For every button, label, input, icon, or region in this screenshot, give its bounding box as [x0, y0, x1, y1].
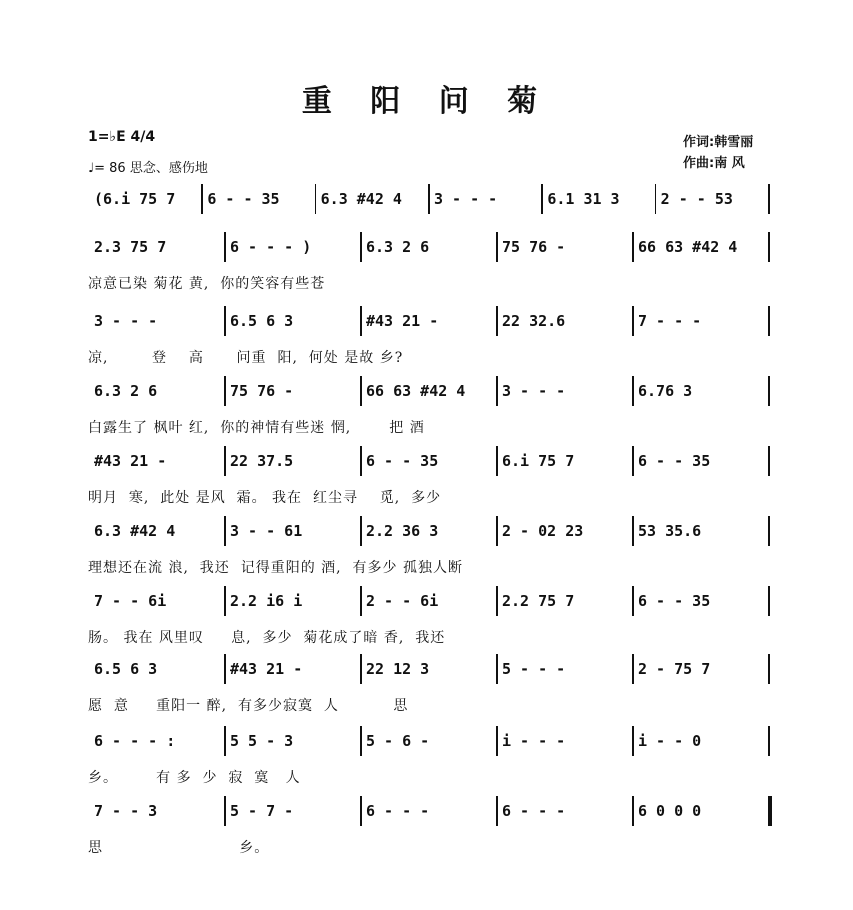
bar-line [360, 376, 362, 406]
measure: 6 - - 35 [638, 592, 711, 610]
bar-line [632, 446, 634, 476]
bar-line [632, 376, 634, 406]
bar-line [496, 516, 498, 546]
bar-line [768, 184, 770, 214]
measure: 66 63 #42 4 [366, 382, 466, 400]
lyric-line: 明月 寒, 此处 是风 霜。 我在 红尘寻 觅, 多少 [88, 490, 442, 506]
bar-line [632, 306, 634, 336]
bar-line [224, 796, 226, 826]
bar-line [496, 232, 498, 262]
measure: i - - - [502, 732, 566, 750]
bar-line [224, 446, 226, 476]
measure: 6 - - 35 [366, 452, 439, 470]
bar-line [360, 516, 362, 546]
bar-line [541, 184, 543, 214]
bar-line [768, 446, 770, 476]
measure: #43 21 - [366, 312, 439, 330]
measure: 2 - 75 7 [638, 660, 711, 678]
bar-line [768, 516, 770, 546]
bar-line [768, 726, 770, 756]
lyric-line: 愿 意 重阳一 醉, 有多少寂寞 人 思 [88, 698, 409, 714]
measure: 7 - - 3 [94, 802, 158, 820]
page-title: 重 阳 问 菊 [301, 84, 552, 119]
measure: 6.3 #42 4 [320, 190, 402, 208]
lyricist-credit: 作词:韩雪丽 [683, 135, 754, 150]
measure: 7 - - 6i [94, 592, 167, 610]
measure: 5 5 - 3 [230, 732, 294, 750]
measure: 3 - - - [434, 190, 498, 208]
measure: 6 - - - ) [230, 238, 312, 256]
bar-line [496, 586, 498, 616]
measure: 6 - - 35 [207, 190, 280, 208]
measure: 6 0 0 0 [638, 802, 702, 820]
measure: 2 - - 53 [660, 190, 733, 208]
measure: 2 - 02 23 [502, 522, 584, 540]
lyric-line: 凉意已染 菊花 黄, 你的笑容有些苍 [88, 276, 326, 292]
measure: 5 - 6 - [366, 732, 430, 750]
bar-line [496, 796, 498, 826]
measure: 6.1 31 3 [547, 190, 620, 208]
measure: 2.2 75 7 [502, 592, 575, 610]
key-signature: 1=♭E 4/4 [88, 129, 156, 145]
bar-line [315, 184, 317, 214]
measure: 3 - - - [94, 312, 158, 330]
lyric-line: 白露生了 枫叶 红, 你的神情有些迷 惘, 把 酒 [88, 420, 425, 436]
bar-line [632, 586, 634, 616]
bar-line [768, 796, 772, 826]
composer-credit: 作曲:南 风 [683, 156, 745, 171]
bar-line [224, 306, 226, 336]
measure: 6 - - - : [94, 732, 176, 750]
bar-line [496, 726, 498, 756]
measure: #43 21 - [94, 452, 167, 470]
measure: 75 76 - [230, 382, 294, 400]
bar-line [655, 184, 657, 214]
measure: 66 63 #42 4 [638, 238, 738, 256]
bar-line [768, 586, 770, 616]
measure: i - - 0 [638, 732, 702, 750]
measure: 6 - - - [366, 802, 430, 820]
bar-line [632, 726, 634, 756]
bar-line [428, 184, 430, 214]
bar-line [360, 232, 362, 262]
measure: (6.i 75 7 [94, 190, 176, 208]
measure: 6.i 75 7 [502, 452, 575, 470]
bar-line [360, 586, 362, 616]
bar-line [632, 654, 634, 684]
bar-line [201, 184, 203, 214]
bar-line [632, 796, 634, 826]
measure: 6.3 #42 4 [94, 522, 176, 540]
measure: 6.5 6 3 [94, 660, 158, 678]
bar-line [768, 654, 770, 684]
measure: 5 - - - [502, 660, 566, 678]
measure: 22 32.6 [502, 312, 566, 330]
bar-line [224, 586, 226, 616]
measure: 6.5 6 3 [230, 312, 294, 330]
measure: 3 - - 61 [230, 522, 303, 540]
bar-line [224, 726, 226, 756]
bar-line [496, 376, 498, 406]
measure: 2.3 75 7 [94, 238, 167, 256]
lyric-line: 凉, 登 高 问重 阳, 何处 是故 乡? [88, 350, 404, 366]
bar-line [224, 232, 226, 262]
measure: 3 - - - [502, 382, 566, 400]
measure: 5 - 7 - [230, 802, 294, 820]
bar-line [768, 306, 770, 336]
bar-line [224, 516, 226, 546]
bar-line [224, 654, 226, 684]
bar-line [632, 516, 634, 546]
lyric-line: 肠。 我在 风里叹 息, 多少 菊花成了暗 香, 我还 [88, 630, 446, 646]
measure: 22 12 3 [366, 660, 430, 678]
lyric-line: 乡。 有 多 少 寂 寞 人 [88, 770, 301, 786]
bar-line [224, 376, 226, 406]
bar-line [768, 232, 770, 262]
measure: 7 - - - [638, 312, 702, 330]
bar-line [360, 306, 362, 336]
measure: 75 76 - [502, 238, 566, 256]
lyric-line: 理想还在流 浪, 我还 记得重阳的 酒, 有多少 孤独人断 [88, 560, 463, 576]
measure: 53 35.6 [638, 522, 702, 540]
bar-line [496, 654, 498, 684]
bar-line [496, 446, 498, 476]
measure: 6 - - 35 [638, 452, 711, 470]
measure: 2.2 36 3 [366, 522, 439, 540]
measure: 6.3 2 6 [94, 382, 158, 400]
bar-line [360, 726, 362, 756]
bar-line [360, 654, 362, 684]
bar-line [632, 232, 634, 262]
bar-line [360, 796, 362, 826]
lyric-line: 思 乡。 [88, 840, 270, 856]
measure: 2 - - 6i [366, 592, 439, 610]
measure: 6.3 2 6 [366, 238, 430, 256]
bar-line [768, 376, 770, 406]
measure: 2.2 i6 i [230, 592, 303, 610]
measure: 6 - - - [502, 802, 566, 820]
measure: 6.76 3 [638, 382, 693, 400]
measure: 22 37.5 [230, 452, 294, 470]
tempo-marking: ♩= 86 思念、感伤地 [88, 161, 208, 176]
measure: #43 21 - [230, 660, 303, 678]
bar-line [360, 446, 362, 476]
bar-line [496, 306, 498, 336]
